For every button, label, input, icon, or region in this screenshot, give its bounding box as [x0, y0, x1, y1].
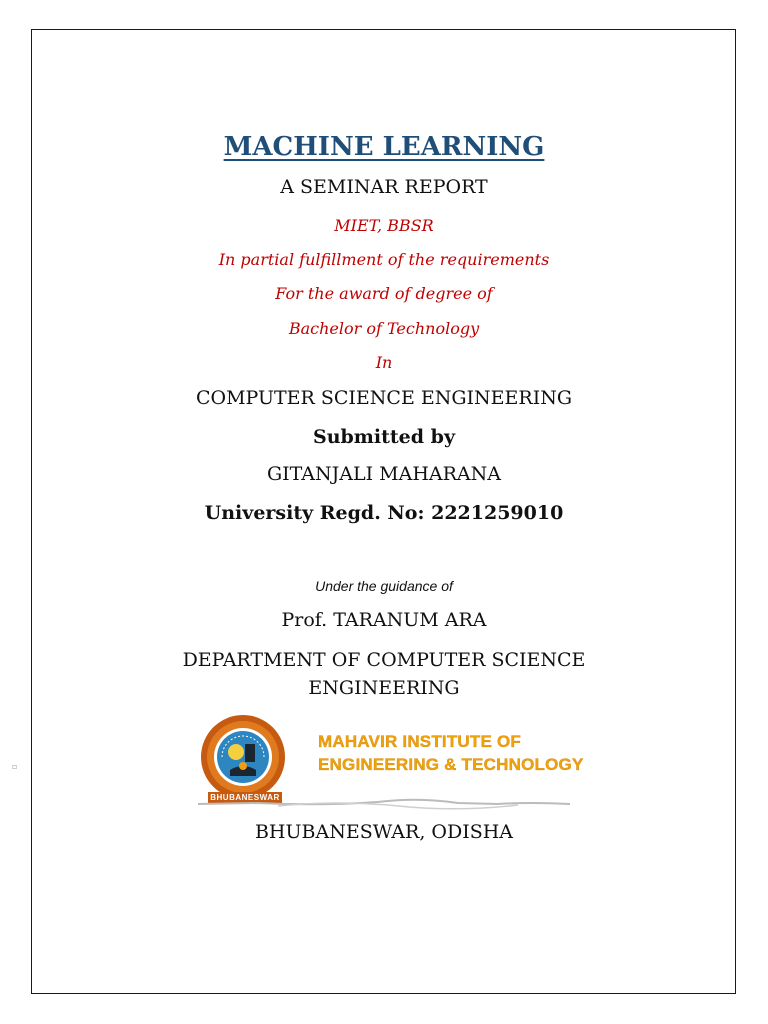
guide-name: Prof. TARANUM ARA — [281, 609, 487, 631]
location: BHUBANESWAR, ODISHA — [254, 821, 514, 843]
institute-logo — [198, 710, 584, 815]
in-text: In — [375, 353, 393, 372]
institute-name-line1: MAHAVIR INSTITUTE OF — [318, 732, 521, 751]
signature-scribble — [198, 794, 573, 810]
fulfillment-text: In partial fulfillment of the requirements — [218, 250, 550, 269]
report-title: MACHINE LEARNING — [223, 132, 545, 162]
submitted-by-label: Submitted by — [312, 426, 455, 448]
emblem-banner: BHUBANESWAR — [208, 792, 282, 804]
award-text: For the award of degree of — [275, 284, 493, 303]
degree-text: Bachelor of Technology — [288, 319, 480, 338]
registration-number: University Regd. No: 2221259010 — [204, 502, 564, 524]
branch-name: COMPUTER SCIENCE ENGINEERING — [195, 387, 573, 409]
student-name: GITANJALI MAHARANA — [266, 463, 501, 485]
guidance-label: Under the guidance of — [315, 578, 453, 594]
report-subtitle: A SEMINAR REPORT — [280, 176, 488, 198]
college-seal-icon — [200, 714, 286, 800]
institute-name-line2: ENGINEERING & TECHNOLOGY — [318, 755, 584, 774]
margin-mark: ▫ — [12, 762, 18, 771]
institute-short: MIET, BBSR — [334, 216, 434, 235]
institute-name — [318, 730, 584, 776]
department-name: DEPARTMENT OF COMPUTER SCIENCE ENGINEERING — [182, 649, 586, 699]
